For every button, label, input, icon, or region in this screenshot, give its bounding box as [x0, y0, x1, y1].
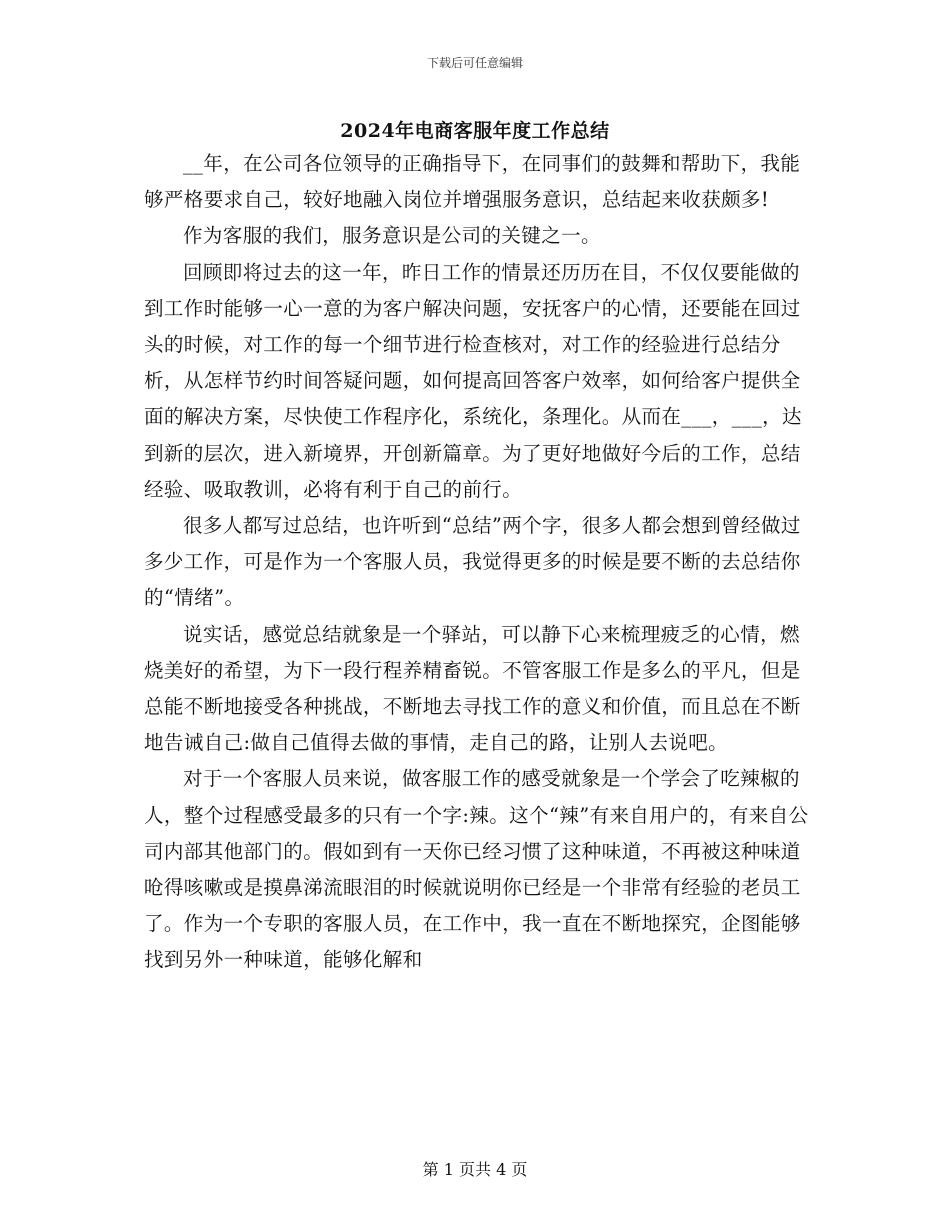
paragraph: 说实话，感觉总结就象是一个驿站，可以静下心来梳理疲乏的心情，燃烧美好的希望，为下一段行程养精畜锐。不管客服工作是多么的平凡，但是总能不断地接受各种挑战，不断地去寻找工作的意义和价值，而且总在不断地告诫自己:做自己值得去做的事情，走自己的路，让别人去说吧。 — [144, 622, 801, 755]
paragraph: __年，在公司各位领导的正确指导下，在同事们的鼓舞和帮助下，我能够严格要求自己，较好地融入岗位并增强服务意识，总结起来收获颇多! — [144, 152, 801, 212]
paragraph: 回顾即将过去的这一年，昨日工作的情景还历历在目，不仅仅要能做的到工作时能够一心一意的为客户解决问题，安抚客户的心情，还要能在回过头的时候，对工作的每一个细节进行检查核对，对工作的经验进行总结分析，从怎样节约时间答疑问题，如何提高回答客户效率，如何给客户提供全面的解决方案，尽快使工作程序化，系统化，条理化。从而在___，___，达到新的层次，进入新境界，开创新篇章。为了更好地做好今后的工作，总结经验、吸取教训，必将有利于自己的前行。 — [144, 260, 802, 501]
paragraph: 作为客服的我们，服务意识是公司的关键之一。 — [183, 224, 601, 248]
header-note: 下载后可任意编辑 — [426, 56, 523, 70]
paragraph: 对于一个客服人员来说，做客服工作的感受就象是一个学会了吃辣椒的人，整个过程感受最多的只有一个字:辣。这个“辣”有来自用户的，有来自公司内部其他部门的。假如到有一天你已经习惯了这种味道，不再被这种味道呛得咳嗽或是摸鼻涕流眼泪的时候就说明你已经是一个非常有经验的老员工了。作为一个专职的客服人员，在工作中，我一直在不断地探究，企图能够找到另外一种味道，能够化解和 — [144, 767, 809, 972]
paragraph: 很多人都写过总结，也许听到“总结”两个字，很多人都会想到曾经做过多少工作，可是作为一个客服人员，我觉得更多的时候是要不断的去总结你的“情绪”。 — [144, 514, 801, 610]
page-number: 第 1 页共 4 页 — [422, 1160, 528, 1179]
document-title: 2024年电商客服年度工作总结 — [340, 120, 610, 142]
document-body — [144, 146, 812, 979]
